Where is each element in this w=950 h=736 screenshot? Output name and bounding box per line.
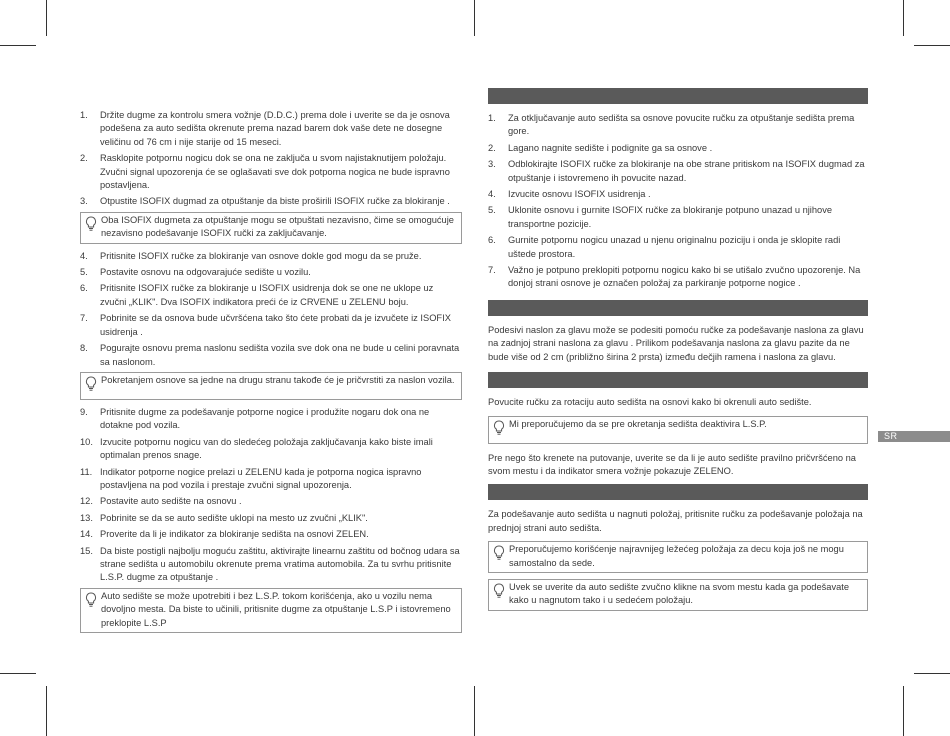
step-number: 1.	[80, 110, 88, 120]
step-number: 8.	[80, 343, 88, 354]
crop-mark	[474, 686, 475, 736]
step-number: 3.	[80, 196, 88, 207]
recline-paragraph: Za podešavanje auto sedišta u nagnuti položaj, pritisnite ručku za podešavanje položaja na prednjoj strani auto sedišta.	[488, 509, 863, 533]
crop-mark	[46, 686, 47, 736]
step-text: Rasklopite potpornu nogicu dok se ona ne zaključa u svom najistaknutijem položaju. Zvučni signal upozorenja će se oglašavati sve dok potporna nogica ne bude ispravno postavljena.	[100, 153, 450, 191]
step-item	[488, 234, 868, 261]
step-number: 10.	[80, 436, 93, 447]
step-number: 1.	[488, 113, 496, 123]
step-text: Proverite da li je indikator za blokiranje sedišta na osnovi ZELEN.	[100, 529, 369, 540]
step-item	[80, 495, 462, 508]
step-number: 15.	[80, 545, 93, 556]
note-box	[488, 416, 868, 444]
crop-mark	[914, 45, 950, 46]
step-item	[80, 436, 462, 463]
note-box	[80, 588, 462, 633]
left-column	[80, 109, 462, 639]
step-item	[80, 266, 462, 279]
travel-paragraph: Pre nego što krenete na putovanje, uverite se da li je auto sedište pravilno pričvršćeno na svom mestu i da indikator smera vožnje pokazuje ZELENO.	[488, 452, 856, 476]
step-text: Pogurajte osnovu prema naslonu sedišta vozila sve dok ona ne bude u celini poravnata sa naslonom.	[100, 343, 460, 367]
step-item	[80, 109, 462, 149]
crop-mark	[903, 686, 904, 736]
crop-mark	[0, 45, 36, 46]
step-item	[80, 406, 462, 433]
step-text: Otpustite ISOFIX dugmad za otpuštanje da biste proširili ISOFIX ručke za blokiranje .	[100, 196, 450, 207]
step-number: 7.	[80, 313, 88, 324]
step-number: 3.	[488, 159, 496, 170]
headrest-paragraph: Podesivi naslon za glavu može se podesiti pomoću ručke za podešavanje naslona za glavu na zadnjoj strani naslona za glavu . Prilikom podešavanja naslona za glavu pazite da ne bude više od 2 cm (približno širina 2 prsta) između dečjih ramena i naslona za glavu.	[488, 324, 864, 362]
step-item	[80, 342, 462, 369]
step-number: 9.	[80, 406, 88, 417]
section-header-bar	[488, 484, 868, 500]
step-item	[80, 512, 462, 525]
note-box	[80, 372, 462, 400]
note-text: Uvek se uverite da auto sedište zvučno klikne na svom mestu kada ga podešavate kako u nagnutom tako i u sedećem položaju.	[509, 581, 850, 606]
step-text: Izvucite osnovu ISOFIX usidrenja .	[508, 189, 651, 200]
lightbulb-icon	[85, 592, 97, 608]
lightbulb-icon	[493, 420, 505, 436]
step-text: Da biste postigli najbolju moguću zaštitu, aktivirajte linearnu zaštitu od bočnog udara sa strane sedišta u automobilu okrenute prema vratima automobila. Za tu svrhu pritisnite L.S.P. dugme za otpuštanje .	[100, 545, 460, 583]
lightbulb-icon	[493, 545, 505, 561]
crop-mark	[46, 0, 47, 36]
step-item	[80, 528, 462, 541]
installation-steps-a	[80, 109, 462, 209]
crop-mark	[914, 673, 950, 674]
step-item	[80, 466, 462, 493]
step-item	[80, 282, 462, 309]
step-number: 5.	[488, 205, 496, 216]
note-text: Pokretanjem osnove sa jedne na drugu stranu takođe će je pričvrstiti za naslon vozila.	[101, 374, 455, 385]
step-number: 4.	[80, 250, 88, 261]
step-text: Gurnite potpornu nogicu unazad u njenu originalnu poziciju i onda je sklopite radi uštede prostora.	[508, 235, 841, 259]
section-header-bar	[488, 88, 868, 104]
step-item	[488, 204, 868, 231]
step-item	[80, 195, 462, 208]
step-text: Pobrinite se da se auto sedište uklopi na mesto uz zvučni „KLIK".	[100, 512, 368, 523]
step-number: 13.	[80, 512, 93, 523]
step-text: Postavite auto sedište na osnovu .	[100, 496, 242, 507]
step-number: 4.	[488, 189, 496, 200]
step-number: 2.	[488, 142, 496, 153]
note-text: Mi preporučujemo da se pre okretanja sedišta deaktivira L.S.P.	[509, 418, 767, 429]
lightbulb-icon	[85, 216, 97, 232]
step-item	[488, 188, 868, 201]
note-text: Auto sedište se može upotrebiti i bez L.S.P. tokom korišćenja, ako u vozilu nema dovoljno mesta. Da biste to učinili, pritisnite dugme za otpuštanje L.S.P i istovremeno preklopite L.S.P	[101, 590, 451, 628]
installation-steps-b	[80, 250, 462, 369]
step-item	[80, 545, 462, 585]
step-text: Držite dugme za kontrolu smera vožnje (D.D.C.) prema dole i uverite se da je osnova podešena za auto sedišta okrenute prema nazad barem dok vaše dete ne dosegne veličinu od 76 cm i nije starije od 15 meseci.	[100, 110, 450, 147]
step-text: Pobrinite se da osnova bude učvršćena tako što ćete probati da je izvučete iz ISOFIX usidrenja .	[100, 313, 451, 337]
section-header-bar	[488, 300, 868, 316]
lightbulb-icon	[85, 376, 97, 392]
step-text: Za otključavanje auto sedišta sa osnove povucite ručku za otpuštanje sedišta prema gore.	[508, 113, 855, 137]
step-number: 6.	[80, 283, 88, 294]
installation-steps-c	[80, 406, 462, 585]
note-box	[488, 541, 868, 573]
removal-steps	[488, 112, 868, 291]
step-item	[80, 250, 462, 263]
step-number: 7.	[488, 265, 496, 276]
step-item	[488, 264, 868, 291]
language-tab: SR	[878, 431, 950, 442]
note-text: Oba ISOFIX dugmeta za otpuštanje mogu se otpuštati nezavisno, čime se omogućuje nezavisno podešavanje ISOFIX ručki za zaključavanje.	[101, 214, 454, 239]
step-number: 5.	[80, 267, 88, 278]
step-item	[80, 152, 462, 192]
step-text: Indikator potporne nogice prelazi u ZELENU kada je potporna nogica ispravno postavljena na pod vozila i prestaje zvučni signal upozorenja.	[100, 466, 422, 490]
step-text: Pritisnite ISOFIX ručke za blokiranje u ISOFIX usidrenja dok se one ne uklope uz zvučni „KLIK". Dva ISOFIX indikatora preći će iz CRVENE u ZELENU boju.	[100, 283, 434, 307]
note-box	[80, 212, 462, 244]
step-text: Pritisnite dugme za podešavanje potporne nogice i produžite nogaru dok ona ne dotakne pod vozila.	[100, 406, 430, 431]
right-column	[488, 88, 868, 617]
step-item	[488, 158, 868, 185]
rotation-paragraph: Povucite ručku za rotaciju auto sedišta na osnovi kako bi okrenuli auto sedište.	[488, 397, 812, 408]
step-text: Uklonite osnovu i gurnite ISOFIX ručke za blokiranje potpuno unazad u njihove transportne pozicije.	[508, 205, 833, 229]
step-item	[488, 142, 868, 155]
step-number: 6.	[488, 235, 496, 246]
step-item	[80, 312, 462, 339]
step-number: 11.	[80, 466, 93, 477]
step-text: Izvucite potpornu nogicu van do sledećeg položaja zaključavanja kako biste imali optimalan prenos snage.	[100, 436, 433, 461]
step-text: Postavite osnovu na odgovarajuće sedište u vozilu.	[100, 267, 311, 278]
crop-mark	[0, 673, 36, 674]
step-text: Lagano nagnite sedište i podignite ga sa osnove .	[508, 142, 713, 153]
step-item	[488, 112, 868, 139]
lightbulb-icon	[493, 583, 505, 599]
step-text: Važno je potpuno preklopiti potpornu nogicu kako bi se utišalo zvučno upozorenje. Na donjoj strani osnove je označen položaj za parkiranje potporne nogice .	[508, 265, 861, 289]
step-text: Pritisnite ISOFIX ručke za blokiranje van osnove dokle god mogu da se pruže.	[100, 250, 422, 261]
note-box	[488, 579, 868, 611]
step-number: 12.	[80, 496, 93, 507]
step-text: Odblokirajte ISOFIX ručke za blokiranje na obe strane pritiskom na ISOFIX dugmad za otpuštanje i istovremeno ih povucite nazad.	[508, 159, 865, 183]
section-header-bar	[488, 372, 868, 388]
crop-mark	[474, 0, 475, 36]
note-text: Preporučujemo korišćenje najravnijeg ležećeg položaja za decu koja još ne mogu samostalno da sede.	[509, 544, 844, 568]
step-number: 2.	[80, 153, 88, 164]
step-number: 14.	[80, 529, 93, 540]
crop-mark	[903, 0, 904, 36]
